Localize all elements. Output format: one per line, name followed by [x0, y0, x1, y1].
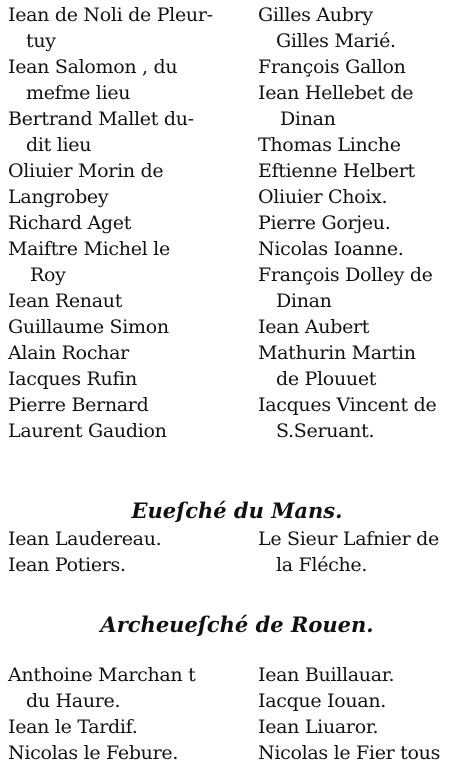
name-line: Iean Hellebet de — [258, 82, 414, 104]
name-line: Bertrand Mallet du- — [8, 108, 194, 130]
name-line: du Haure. — [26, 690, 121, 712]
name-line: mefme lieu — [26, 82, 131, 104]
name-line: Le Sieur Lafnier de — [258, 528, 439, 550]
name-line: Iean Renaut — [8, 290, 123, 312]
name-line: dit lieu — [26, 134, 92, 156]
name-line: Dinan — [276, 290, 332, 312]
name-line: Anthoine Marchan t — [8, 664, 196, 686]
section-heading-mans: Eueſché du Mans. — [131, 498, 343, 523]
name-line: Iacques Vincent de — [258, 394, 437, 416]
name-line: Oliuier Choix. — [258, 186, 388, 208]
name-line: de Plouuet — [276, 368, 377, 390]
mans-column-right — [258, 526, 472, 578]
rouen-column-left — [8, 662, 244, 766]
name-line: tuy — [26, 30, 56, 52]
name-line: Pierre Gorjeu. — [258, 212, 391, 234]
name-line: Richard Aget — [8, 212, 132, 234]
name-line: Langrobey — [8, 186, 109, 208]
name-line: Thomas Linche — [258, 134, 401, 156]
name-line: Nicolas Ioanne. — [258, 238, 404, 260]
name-line: François Dolley de — [258, 264, 433, 286]
name-line: Iean de Noli de Pleur- — [8, 4, 213, 26]
name-line: Iean le Tardif. — [8, 716, 138, 738]
name-line: Eftienne Helbert — [258, 160, 415, 182]
name-line: Iacques Rufin — [8, 368, 137, 390]
names-column-left — [8, 2, 244, 444]
rouen-column-right — [258, 662, 472, 766]
name-line: Iean Aubert — [258, 316, 370, 338]
name-line: Iean Potiers. — [8, 554, 126, 576]
mans-column-left — [8, 526, 244, 578]
name-line: Oliuier Morin de — [8, 160, 164, 182]
name-line: S.Seruant. — [276, 420, 375, 442]
name-line: Laurent Gaudion — [8, 420, 167, 442]
name-line: Nicolas le Febure. — [8, 742, 179, 764]
name-line: Iean Laudereau. — [8, 528, 162, 550]
name-line: Roy — [30, 264, 66, 286]
name-line: Iean Salomon , du — [8, 56, 178, 78]
name-line: Iacque Iouan. — [258, 690, 387, 712]
name-line: Dinan — [280, 108, 336, 130]
name-line: Pierre Bernard — [8, 394, 149, 416]
names-column-right — [258, 2, 472, 444]
name-line: Iean Liuaror. — [258, 716, 379, 738]
name-line: Mathurin Martin — [258, 342, 416, 364]
name-line: la Fléche. — [276, 554, 368, 576]
name-line: Iean Buillauar. — [258, 664, 395, 686]
name-line: Gilles Marié. — [276, 30, 396, 52]
name-line: Alain Rochar — [8, 342, 129, 364]
name-line: François Gallon — [258, 56, 406, 78]
name-line: Maiftre Michel le — [8, 238, 170, 260]
name-line: Guillaume Simon — [8, 316, 169, 338]
name-line: Gilles Aubry — [258, 4, 373, 26]
name-line: Nicolas le Fier tous — [258, 742, 441, 764]
section-heading-rouen: Archeueſché de Rouen. — [100, 612, 374, 637]
